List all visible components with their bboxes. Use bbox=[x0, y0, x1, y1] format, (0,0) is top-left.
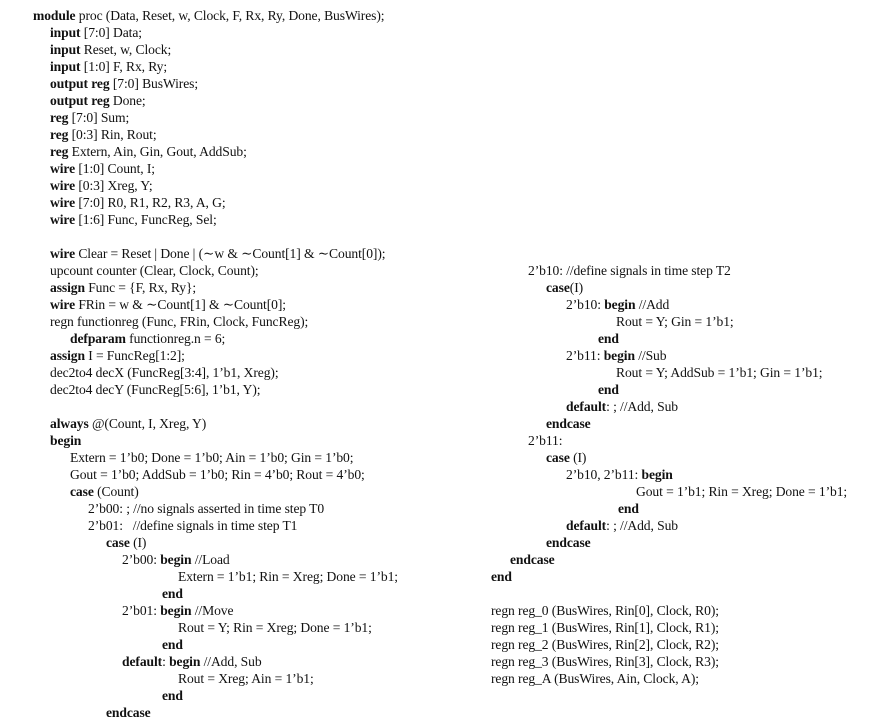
code-keyword: wire bbox=[50, 246, 76, 261]
code-keyword: begin bbox=[641, 467, 673, 482]
code-keyword: endcase bbox=[510, 552, 555, 567]
code-text: 2’b11: bbox=[566, 348, 604, 363]
code-keyword: output reg bbox=[50, 76, 110, 91]
code-text: [1:0] F, Rx, Ry; bbox=[80, 59, 168, 74]
code-line bbox=[106, 704, 151, 721]
code-text: Rout = Y; Rin = Xreg; Done = 1’b1; bbox=[178, 620, 372, 635]
code-text: [7:0] R0, R1, R2, R3, A, G; bbox=[75, 195, 226, 210]
code-line bbox=[598, 381, 619, 398]
code-keyword: module bbox=[33, 8, 76, 23]
code-line bbox=[70, 466, 365, 483]
code-line bbox=[50, 211, 217, 228]
code-keyword: wire bbox=[50, 195, 76, 210]
code-keyword: reg bbox=[50, 127, 69, 142]
code-line bbox=[546, 415, 591, 432]
code-keyword: input bbox=[50, 59, 81, 74]
code-keyword: default bbox=[566, 518, 607, 533]
code-line bbox=[491, 670, 699, 687]
code-text: Gout = 1’b1; Rin = Xreg; Done = 1’b1; bbox=[636, 484, 848, 499]
code-text: Rout = Y; Gin = 1’b1; bbox=[616, 314, 734, 329]
code-text: regn reg_3 (BusWires, Rin[3], Clock, R3); bbox=[491, 654, 719, 669]
code-line bbox=[70, 483, 139, 500]
code-keyword: wire bbox=[50, 161, 76, 176]
code-keyword: output reg bbox=[50, 93, 110, 108]
code-line bbox=[122, 551, 230, 568]
code-keyword: defparam bbox=[70, 331, 126, 346]
code-line bbox=[50, 177, 153, 194]
code-line bbox=[50, 364, 279, 381]
code-text: Gout = 1’b0; AddSub = 1’b0; Rin = 4’b0; Rout = 4’b0; bbox=[70, 467, 365, 482]
code-text: (I) bbox=[569, 450, 587, 465]
code-text: 2’b10: bbox=[566, 297, 605, 312]
code-text: Reset, w, Clock; bbox=[80, 42, 172, 57]
code-line bbox=[510, 551, 555, 568]
code-line bbox=[88, 500, 324, 517]
code-text: [7:0] Sum; bbox=[68, 110, 130, 125]
code-keyword: input bbox=[50, 42, 81, 57]
code-keyword: case bbox=[106, 535, 130, 550]
code-text: Extern, Ain, Gin, Gout, AddSub; bbox=[68, 144, 247, 159]
code-keyword: begin bbox=[160, 552, 192, 567]
code-line bbox=[636, 483, 847, 500]
code-line bbox=[491, 619, 719, 636]
code-keyword: wire bbox=[50, 212, 76, 227]
code-text: 2’b00: ; //no signals asserted in time step T0 bbox=[88, 501, 325, 516]
code-line bbox=[566, 517, 678, 534]
code-line bbox=[50, 296, 286, 313]
code-keyword: endcase bbox=[106, 705, 151, 720]
code-text: Extern = 1’b1; Rin = Xreg; Done = 1’b1; bbox=[178, 569, 398, 584]
code-text: Done; bbox=[109, 93, 146, 108]
code-text: [0:3] Xreg, Y; bbox=[75, 178, 153, 193]
code-line bbox=[50, 262, 259, 279]
code-line bbox=[50, 160, 155, 177]
code-text: Extern = 1’b0; Done = 1’b0; Ain = 1’b0; Gin = 1’b0; bbox=[70, 450, 354, 465]
code-text: [7:0] Data; bbox=[80, 25, 142, 40]
code-text: regn reg_2 (BusWires, Rin[2], Clock, R2); bbox=[491, 637, 719, 652]
code-line bbox=[618, 500, 639, 517]
code-line bbox=[50, 143, 247, 160]
code-line bbox=[88, 517, 297, 534]
code-text: [1:6] Func, FuncReg, Sel; bbox=[75, 212, 217, 227]
code-keyword: end bbox=[598, 331, 619, 346]
code-text: I = FuncReg[1:2]; bbox=[84, 348, 185, 363]
code-keyword: assign bbox=[50, 348, 85, 363]
code-text: FRin = w & ∼Count[1] & ∼Count[0]; bbox=[75, 297, 286, 312]
code-line bbox=[50, 109, 129, 126]
code-line bbox=[70, 449, 353, 466]
code-line bbox=[546, 279, 583, 296]
code-keyword: end bbox=[618, 501, 639, 516]
code-text: proc (Data, Reset, w, Clock, F, Rx, Ry, Done, BusWires); bbox=[75, 8, 385, 23]
code-line bbox=[491, 568, 512, 585]
code-line bbox=[50, 347, 185, 364]
code-text: Rout = Y; AddSub = 1’b1; Gin = 1’b1; bbox=[616, 365, 823, 380]
code-line bbox=[546, 449, 586, 466]
code-line bbox=[566, 398, 678, 415]
code-line bbox=[122, 653, 262, 670]
code-keyword: begin bbox=[604, 297, 636, 312]
code-line bbox=[546, 534, 591, 551]
code-text: Func = {F, Rx, Ry}; bbox=[84, 280, 197, 295]
code-text: regn reg_A (BusWires, Ain, Clock, A); bbox=[491, 671, 699, 686]
code-keyword: assign bbox=[50, 280, 85, 295]
code-keyword: always bbox=[50, 416, 89, 431]
code-keyword: input bbox=[50, 25, 81, 40]
code-keyword: default bbox=[566, 399, 607, 414]
code-line bbox=[528, 262, 731, 279]
code-keyword: end bbox=[162, 637, 183, 652]
code-keyword: end bbox=[162, 586, 183, 601]
code-line bbox=[50, 279, 196, 296]
code-text: [0:3] Rin, Rout; bbox=[68, 127, 157, 142]
code-text: 2’b10: //define signals in time step T2 bbox=[528, 263, 731, 278]
code-keyword: default bbox=[122, 654, 163, 669]
code-line bbox=[566, 296, 669, 313]
code-line bbox=[491, 653, 719, 670]
code-text: (Count) bbox=[93, 484, 139, 499]
code-text: 2’b01: //define signals in time step T1 bbox=[88, 518, 298, 533]
code-keyword: wire bbox=[50, 297, 76, 312]
code-text: : ; //Add, Sub bbox=[606, 399, 678, 414]
code-line bbox=[491, 636, 719, 653]
code-keyword: begin bbox=[603, 348, 635, 363]
code-keyword: endcase bbox=[546, 416, 591, 431]
code-line bbox=[162, 687, 183, 704]
code-line bbox=[50, 313, 308, 330]
code-keyword: end bbox=[491, 569, 512, 584]
code-text: functionreg.n = 6; bbox=[125, 331, 226, 346]
code-keyword: reg bbox=[50, 110, 69, 125]
code-line bbox=[50, 432, 81, 449]
code-keyword: case bbox=[546, 450, 570, 465]
code-line bbox=[616, 313, 734, 330]
code-keyword: begin bbox=[160, 603, 192, 618]
code-text: regn reg_1 (BusWires, Rin[1], Clock, R1); bbox=[491, 620, 719, 635]
code-line bbox=[598, 330, 619, 347]
code-line bbox=[106, 534, 146, 551]
code-text: 2’b11: bbox=[528, 433, 563, 448]
code-keyword: wire bbox=[50, 178, 76, 193]
code-line bbox=[50, 194, 226, 211]
code-keyword: begin bbox=[169, 654, 201, 669]
code-keyword: reg bbox=[50, 144, 69, 159]
code-line bbox=[178, 670, 314, 687]
code-text: (I) bbox=[569, 280, 584, 295]
code-text: //Load bbox=[191, 552, 230, 567]
code-keyword: end bbox=[598, 382, 619, 397]
code-text: 2’b00: bbox=[122, 552, 161, 567]
code-text: //Move bbox=[191, 603, 234, 618]
code-text: Clear = Reset | Done | (∼w & ∼Count[1] & ∼Count[0]); bbox=[75, 246, 386, 261]
code-text: @(Count, I, Xreg, Y) bbox=[88, 416, 207, 431]
code-line bbox=[70, 330, 225, 347]
code-line bbox=[33, 7, 384, 24]
code-text: Rout = Xreg; Ain = 1’b1; bbox=[178, 671, 314, 686]
code-line bbox=[178, 619, 372, 636]
code-line bbox=[50, 41, 171, 58]
code-text: (I) bbox=[129, 535, 147, 550]
code-text: dec2to4 decX (FuncReg[3:4], 1’b1, Xreg); bbox=[50, 365, 279, 380]
code-text: [7:0] BusWires; bbox=[109, 76, 199, 91]
code-text: 2’b10, 2’b11: bbox=[566, 467, 642, 482]
code-line bbox=[162, 636, 183, 653]
code-keyword: begin bbox=[50, 433, 82, 448]
code-line bbox=[566, 347, 666, 364]
code-line bbox=[50, 75, 198, 92]
code-line bbox=[122, 602, 233, 619]
code-text: : ; //Add, Sub bbox=[606, 518, 678, 533]
code-line bbox=[491, 602, 719, 619]
code-keyword: endcase bbox=[546, 535, 591, 550]
code-text: regn reg_0 (BusWires, Rin[0], Clock, R0); bbox=[491, 603, 719, 618]
code-line bbox=[50, 126, 157, 143]
code-line bbox=[50, 381, 260, 398]
code-text: dec2to4 decY (FuncReg[5:6], 1’b1, Y); bbox=[50, 382, 261, 397]
code-line bbox=[566, 466, 673, 483]
code-line bbox=[50, 58, 167, 75]
code-line bbox=[50, 92, 146, 109]
code-line bbox=[528, 432, 562, 449]
code-keyword: case bbox=[70, 484, 94, 499]
code-text: //Add, Sub bbox=[200, 654, 262, 669]
code-line bbox=[50, 415, 206, 432]
code-text: [1:0] Count, I; bbox=[75, 161, 155, 176]
code-line bbox=[162, 585, 183, 602]
code-keyword: case bbox=[546, 280, 570, 295]
code-line bbox=[50, 24, 142, 41]
code-text: //Add bbox=[635, 297, 670, 312]
code-line bbox=[616, 364, 822, 381]
code-text: upcount counter (Clear, Clock, Count); bbox=[50, 263, 259, 278]
code-text: //Sub bbox=[634, 348, 667, 363]
code-line bbox=[178, 568, 398, 585]
code-text: 2’b01: bbox=[122, 603, 161, 618]
code-text: regn functionreg (Func, FRin, Clock, FuncReg); bbox=[50, 314, 309, 329]
code-keyword: end bbox=[162, 688, 183, 703]
code-text: : bbox=[162, 654, 170, 669]
code-line bbox=[50, 245, 385, 262]
